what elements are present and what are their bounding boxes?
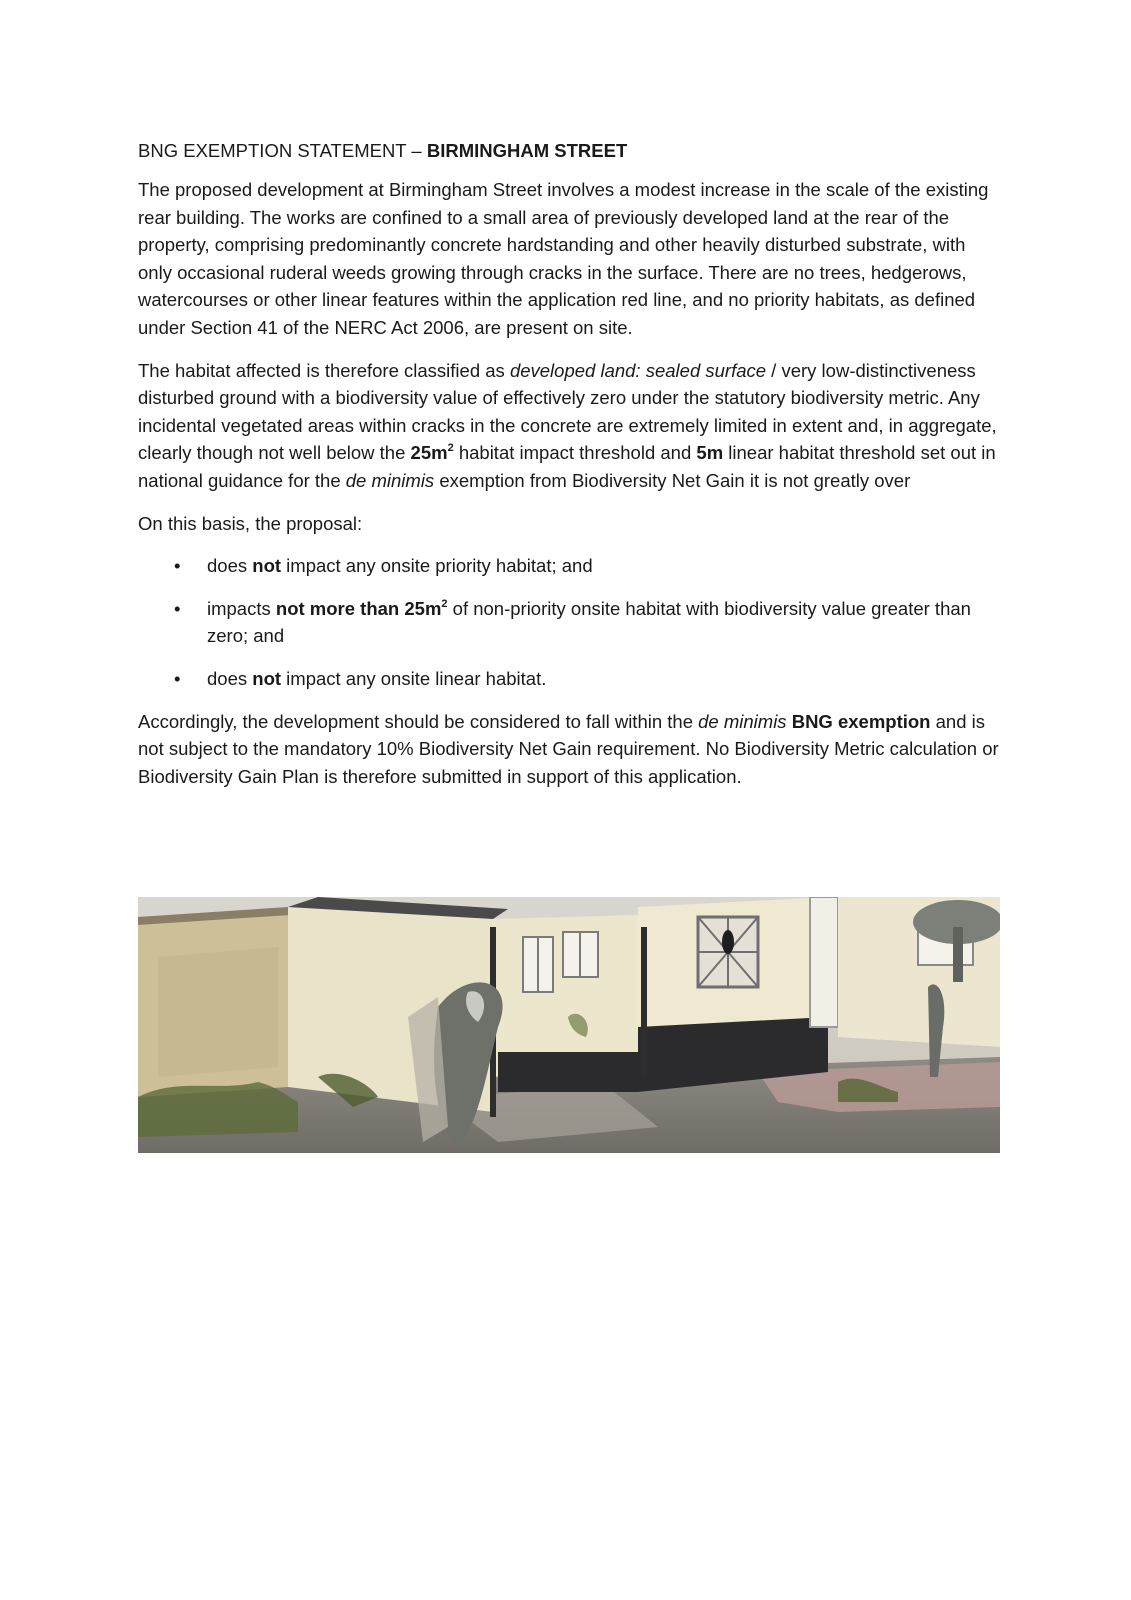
title-site-name: BIRMINGHAM STREET — [426, 140, 628, 161]
bullet-marker: • — [174, 597, 181, 619]
list-item: • impacts not more than $25m^2$ of non-priority onsite habitat with biodiversity value greater than zero; and — [138, 595, 1000, 650]
document-page — [138, 138, 1000, 805]
list-item: • does not impact any onsite linear habitat. — [138, 665, 1000, 693]
title-prefix: BNG EXEMPTION STATEMENT – — [138, 140, 427, 161]
paragraph-conclusion: Accordingly, the development should be considered to fall within the de minimis BNG exemption and is not subject to the mandatory 10% Biodiversity Net Gain requirement. No Biodiversity Metric calculation or Biodiversity Gain Plan is therefore submitted in support of this application. — [138, 710, 999, 787]
paragraph-basis-intro: On this basis, the proposal: — [138, 512, 363, 534]
bullet-marker: • — [174, 667, 181, 689]
site-photo — [138, 897, 1000, 1153]
site-photo-illustration — [138, 897, 1000, 1153]
paragraph-site-description: The proposed development at Birmingham Street involves a modest increase in the scale of the existing rear building. The works are confined to a small area of previously developed land at the rear of the property, comprising predominantly concrete hardstanding and other heavily disturbed substrate, with only occasional ruderal weeds growing through cracks in the surface. There are no trees, hedgerows, watercourses or other linear features within the application red line, and no priority habitats, as defined under Section 41 of the NERC Act 2006, are present on site. — [138, 179, 989, 338]
list-item: • does not impact any onsite priority habitat; and — [138, 552, 1000, 580]
bullet-marker: • — [174, 555, 181, 577]
criteria-list — [138, 552, 1000, 692]
document-title — [138, 138, 1000, 164]
paragraph-habitat-classification: The habitat affected is therefore classified as developed land: sealed surface / very low-distinctiveness disturbed ground with a biodiversity value of effectively zero under the statutory biodiversity metric. Any incidental vegetated areas within cracks in the concrete are extremely limited in extent and, in aggregate, clearly though not well below the $25m^2$ habitat impact threshold and 5m linear habitat threshold set out in national guidance for the de minimis exemption from Biodiversity Net Gain it is not greatly over — [138, 359, 997, 491]
